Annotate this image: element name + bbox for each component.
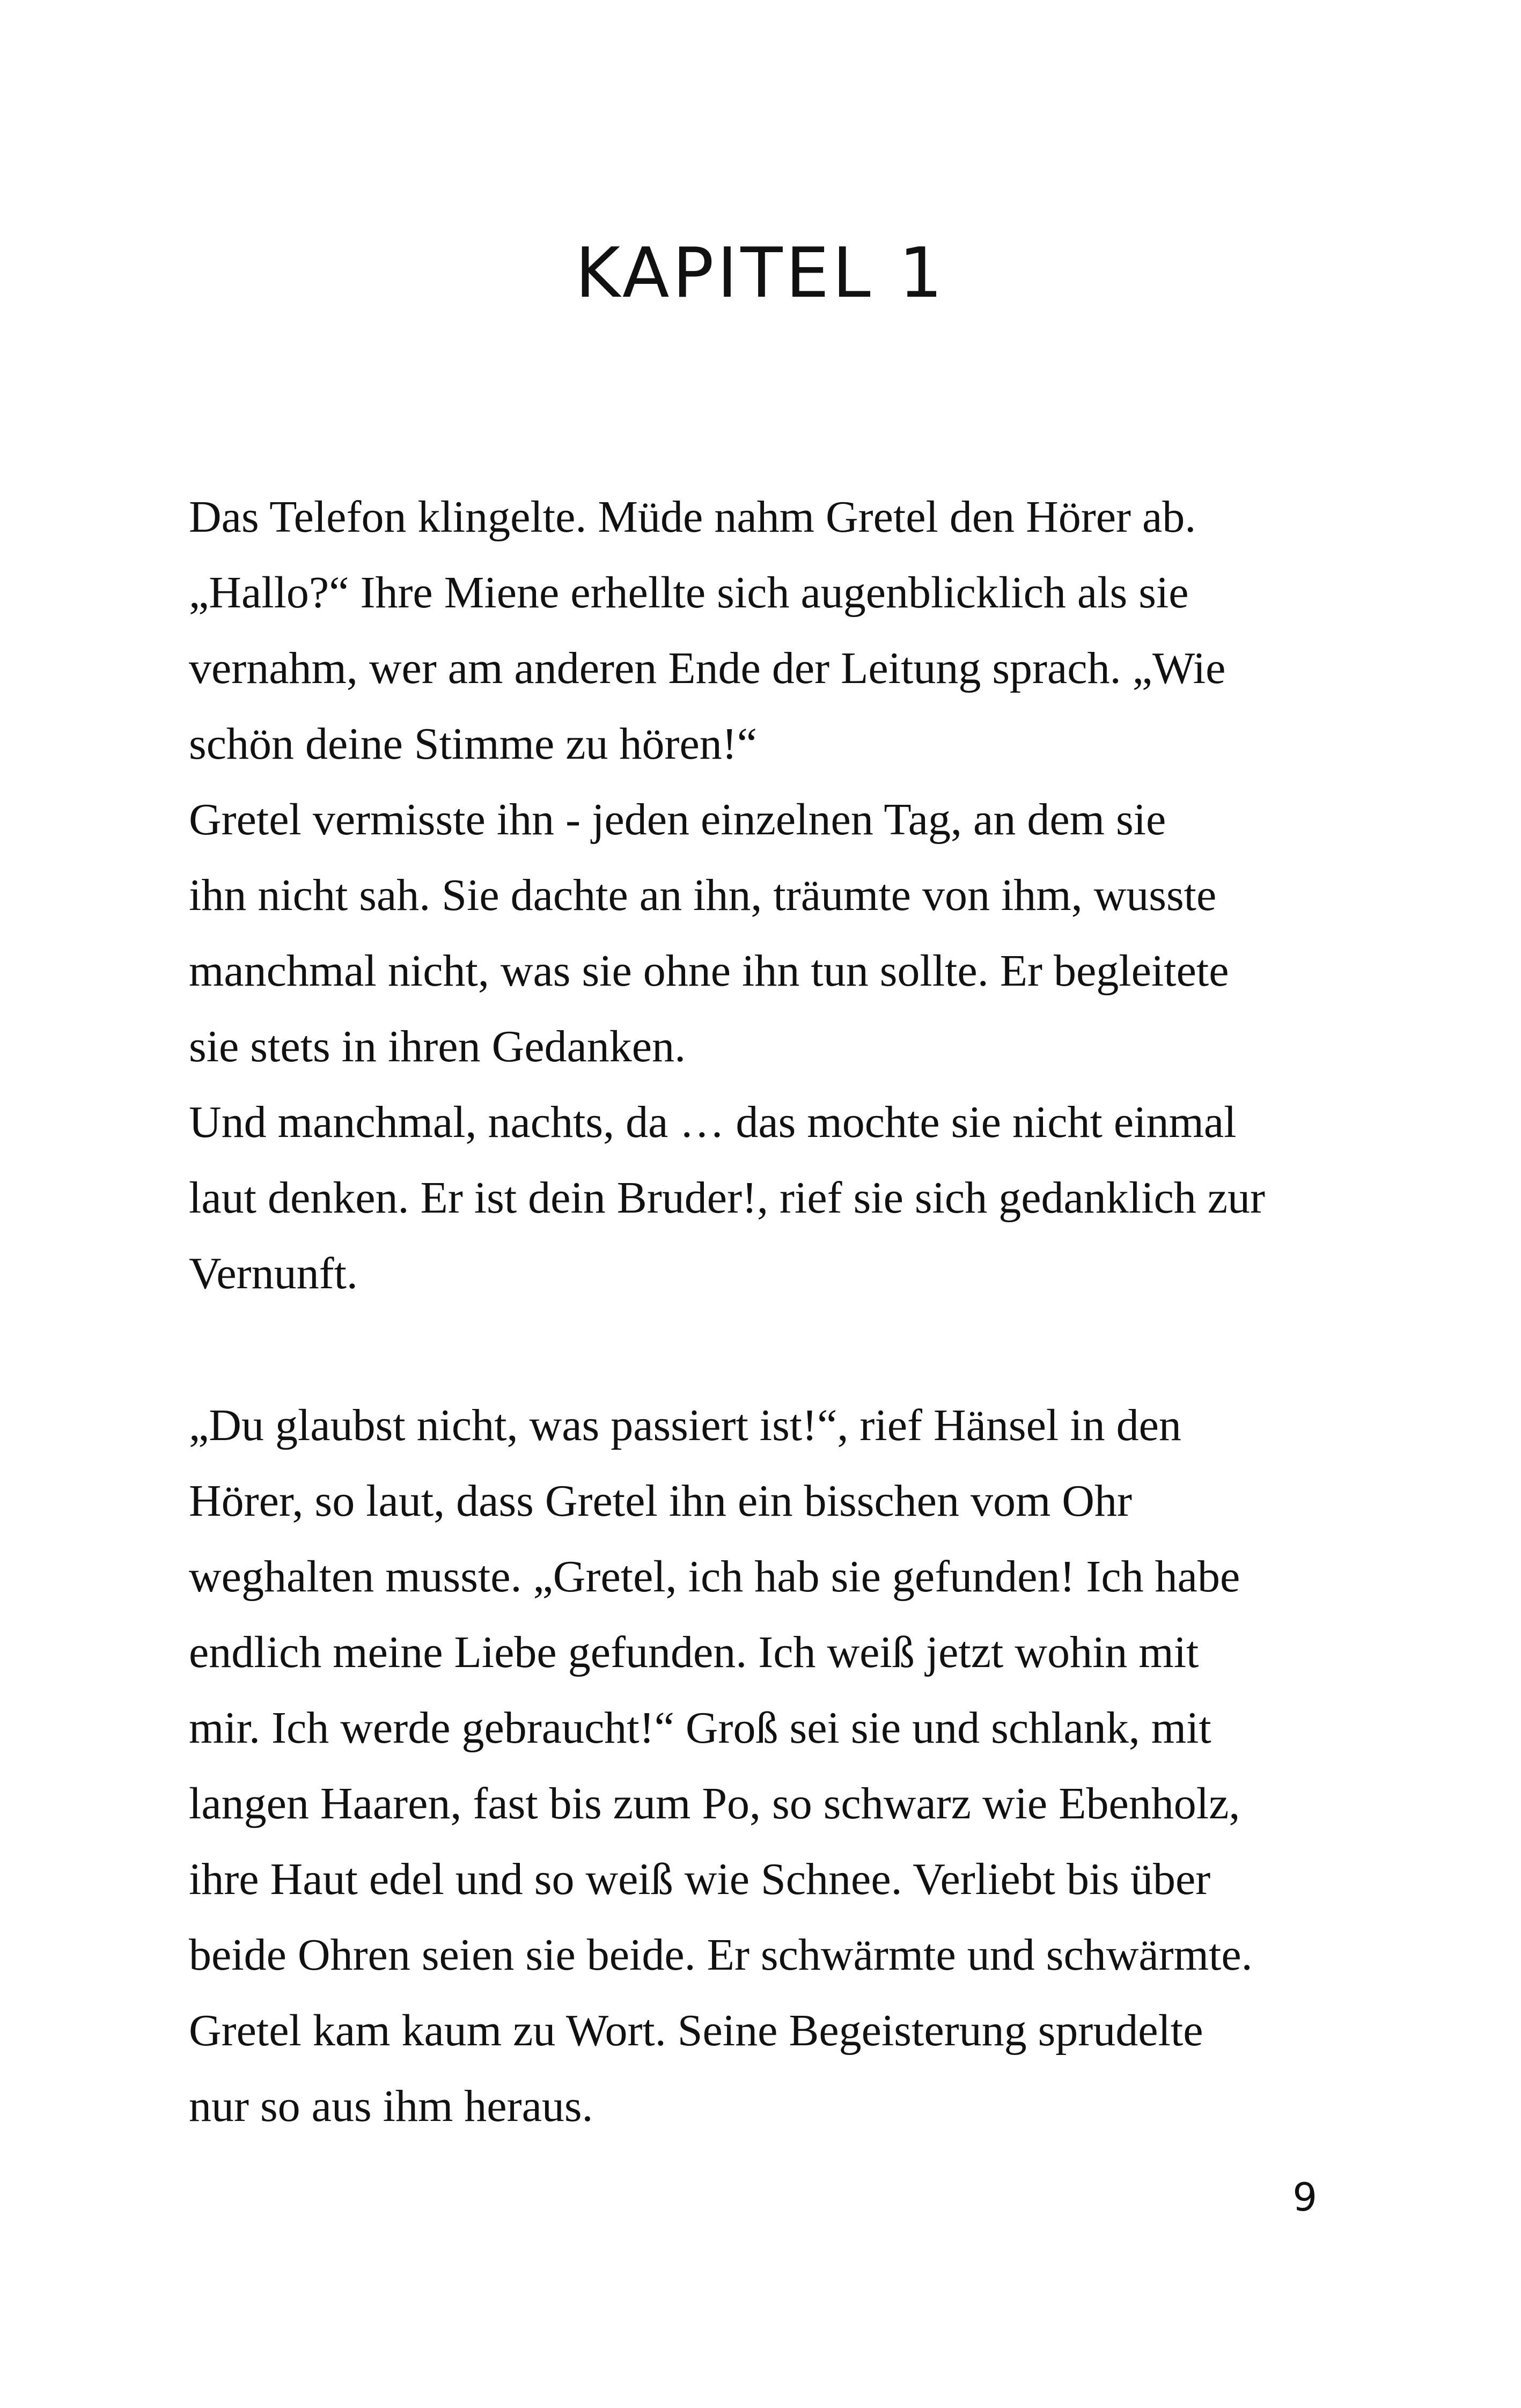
text-line: weghalten musste. „Gretel, ich hab sie gefunden! Ich habe	[189, 1552, 1240, 1602]
text-line: manchmal nicht, was sie ohne ihn tun sollte. Er begleitete	[189, 946, 1229, 996]
text-line: ihre Haut edel und so weiß wie Schnee. Verliebt bis über	[189, 1854, 1211, 1904]
text-line: nur so aus ihm heraus.	[189, 2081, 593, 2131]
text-line: langen Haaren, fast bis zum Po, so schwarz wie Ebenholz,	[189, 1779, 1240, 1829]
text-line: „Du glaubst nicht, was passiert ist!“, rief Hänsel in den	[189, 1400, 1181, 1450]
text-line: Und manchmal, nachts, da … das mochte sie nicht einmal	[189, 1097, 1237, 1147]
page-number: 9	[1292, 2175, 1317, 2220]
text-line: endlich meine Liebe gefunden. Ich weiß jetzt wohin mit	[189, 1627, 1199, 1677]
text-line: Vernunft.	[189, 1249, 358, 1298]
text-line: sie stets in ihren Gedanken.	[189, 1022, 686, 1071]
text-line: ihn nicht sah. Sie dachte an ihn, träumte von ihm, wusste	[189, 870, 1217, 920]
text-line: mir. Ich werde gebraucht!“ Groß sei sie und schlank, mit	[189, 1703, 1211, 1753]
text-line: Gretel vermisste ihn - jeden einzelnen Tag, an dem sie	[189, 795, 1166, 845]
text-line: „Hallo?“ Ihre Miene erhellte sich augenblicklich als sie	[189, 568, 1189, 618]
text-line: beide Ohren seien sie beide. Er schwärmte und schwärmte.	[189, 1930, 1253, 1980]
paragraph-block	[189, 479, 1369, 1311]
text-line: laut denken. Er ist dein Bruder!, rief sie sich gedanklich zur	[189, 1173, 1265, 1223]
text-line: vernahm, wer am anderen Ende der Leitung sprach. „Wie	[189, 643, 1226, 693]
chapter-title: KAPITEL 1	[575, 233, 946, 313]
text-line: Hörer, so laut, dass Gretel ihn ein bisschen vom Ohr	[189, 1476, 1132, 1526]
text-line: schön deine Stimme zu hören!“	[189, 719, 758, 769]
text-line: Gretel kam kaum zu Wort. Seine Begeisterung sprudelte	[189, 2006, 1203, 2055]
text-line: Das Telefon klingelte. Müde nahm Gretel den Hörer ab.	[189, 492, 1196, 542]
paragraph-block	[189, 1387, 1369, 2144]
